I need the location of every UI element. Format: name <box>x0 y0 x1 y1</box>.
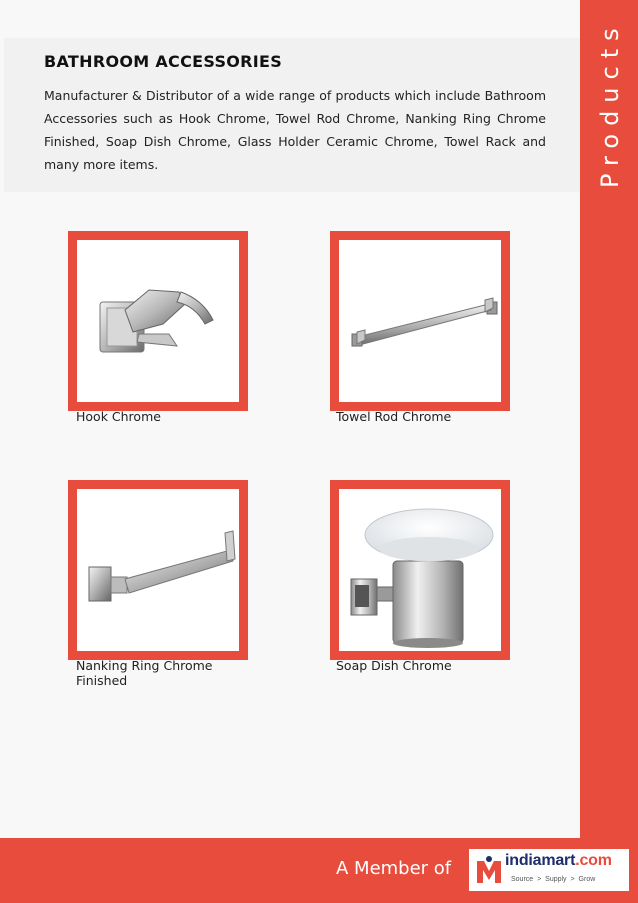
indiamart-logo[interactable] <box>469 849 629 891</box>
side-tab <box>580 0 638 838</box>
product-caption-nanking-ring[interactable]: Nanking Ring Chrome Finished <box>76 658 213 688</box>
product-image-nanking-ring <box>77 489 239 651</box>
towel-rod-icon <box>339 240 501 402</box>
section-title: BATHROOM ACCESSORIES <box>44 52 283 71</box>
product-image-soap-dish <box>339 489 501 651</box>
product-caption-towel-rod[interactable]: Towel Rod Chrome <box>336 409 452 424</box>
side-tab-label: Products <box>596 20 624 188</box>
intro-panel <box>4 38 580 192</box>
hook-icon <box>77 240 239 402</box>
logo-brand: indiamart.com <box>505 852 612 869</box>
product-card-hook[interactable] <box>68 231 248 411</box>
logo-tagline: Source > Supply > Grow <box>511 876 596 883</box>
product-card-towel-rod[interactable] <box>330 231 510 411</box>
soap-dish-icon <box>339 489 501 651</box>
section-description: Manufacturer & Distributor of a wide range of products which include Bathroom Accessories such as Hook Chrome, Towel Rod Chrome, Nanking Ring Chrome Finished, Soap Dish Chrome, Glass Holder Ceramic Chrome, Towel Rack and many more items. <box>44 88 546 172</box>
member-of-text: A Member of <box>336 858 452 879</box>
indiamart-m-logo-icon <box>475 855 503 885</box>
product-card-soap-dish[interactable] <box>330 480 510 660</box>
product-caption-soap-dish[interactable]: Soap Dish Chrome <box>336 658 452 673</box>
product-caption-hook[interactable]: Hook Chrome <box>76 409 161 424</box>
product-card-nanking-ring[interactable] <box>68 480 248 660</box>
toilet-paper-holder-icon <box>77 489 239 651</box>
product-image-hook <box>77 240 239 402</box>
product-image-towel-rod <box>339 240 501 402</box>
